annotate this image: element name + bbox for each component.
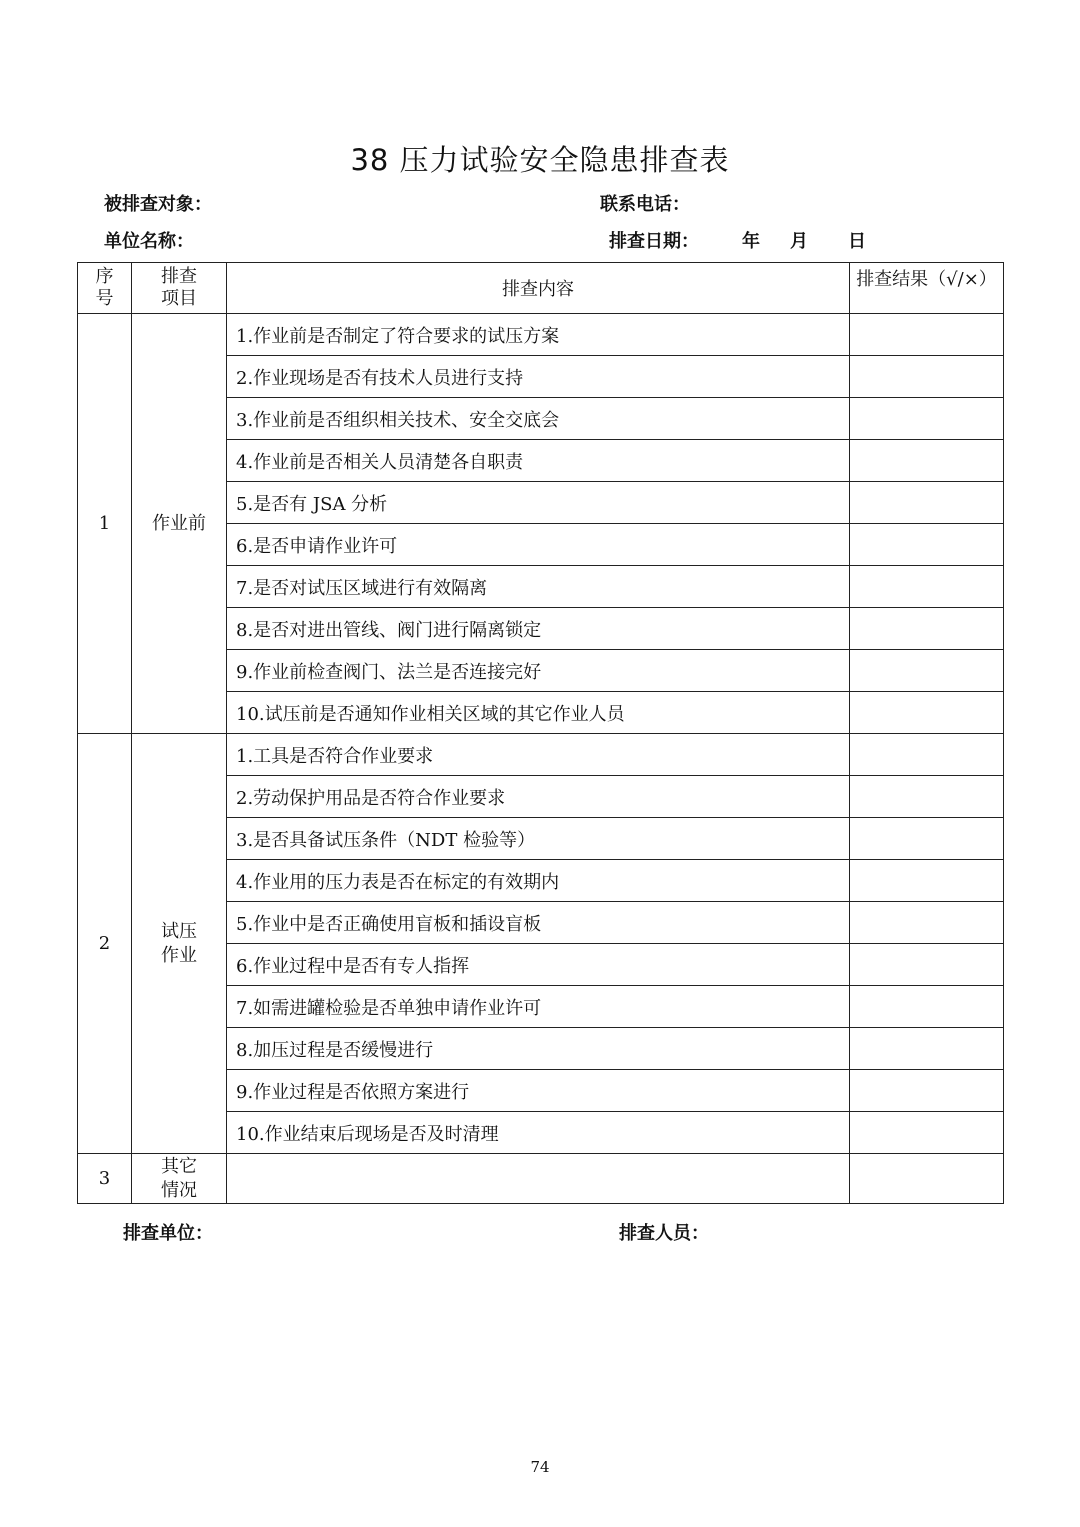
check-item: 3.作业前是否组织相关技术、安全交底会	[227, 398, 850, 440]
header-result: 排查结果（√/×）	[850, 263, 1004, 314]
header-no	[78, 263, 132, 314]
phone-label: 联系电话：	[600, 194, 690, 215]
result-cell[interactable]	[850, 1154, 1004, 1204]
date-label: 排查日期：	[609, 231, 699, 252]
header-content: 排查内容	[227, 263, 850, 314]
header-no-line1: 序	[95, 266, 114, 287]
section-project-line2: 情况	[161, 1179, 197, 1201]
date-month: 月	[790, 231, 808, 252]
section-project-line1: 作业前	[152, 512, 206, 534]
check-item: 8.是否对进出管线、阀门进行隔离锁定	[227, 608, 850, 650]
checklist-table	[77, 262, 1004, 1204]
check-item: 2.作业现场是否有技术人员进行支持	[227, 356, 850, 398]
result-cell[interactable]	[850, 1112, 1004, 1154]
date-year: 年	[742, 231, 760, 252]
result-cell[interactable]	[850, 734, 1004, 776]
section-project-line1: 其它	[161, 1155, 197, 1177]
check-item: 5.是否有 JSA 分析	[227, 482, 850, 524]
header-project-line1: 排查	[161, 266, 197, 287]
result-cell[interactable]	[850, 818, 1004, 860]
header-no-line2: 号	[95, 288, 114, 309]
table-row	[78, 1154, 1004, 1204]
result-cell[interactable]	[850, 398, 1004, 440]
section-project	[132, 314, 227, 734]
check-item: 9.作业前检查阀门、法兰是否连接完好	[227, 650, 850, 692]
section-project	[132, 734, 227, 1154]
check-item: 1.工具是否符合作业要求	[227, 734, 850, 776]
result-cell[interactable]	[850, 482, 1004, 524]
check-item: 9.作业过程是否依照方案进行	[227, 1070, 850, 1112]
check-item: 6.是否申请作业许可	[227, 524, 850, 566]
check-item: 10.作业结束后现场是否及时清理	[227, 1112, 850, 1154]
footer-unit-label: 排查单位：	[123, 1223, 213, 1244]
check-item	[227, 1154, 850, 1204]
check-item: 7.是否对试压区域进行有效隔离	[227, 566, 850, 608]
section-number: 3	[78, 1154, 132, 1204]
section-project-line1: 试压	[161, 920, 197, 942]
target-label: 被排查对象：	[104, 194, 212, 215]
check-item: 4.作业用的压力表是否在标定的有效期内	[227, 860, 850, 902]
result-cell[interactable]	[850, 608, 1004, 650]
result-cell[interactable]	[850, 692, 1004, 734]
result-cell[interactable]	[850, 1028, 1004, 1070]
section-project	[132, 1154, 227, 1204]
table-row	[78, 314, 1004, 356]
result-cell[interactable]	[850, 524, 1004, 566]
section-project-line2: 作业	[161, 944, 197, 966]
check-item: 3.是否具备试压条件（NDT 检验等）	[227, 818, 850, 860]
date-day: 日	[848, 231, 866, 252]
result-cell[interactable]	[850, 902, 1004, 944]
header-project	[132, 263, 227, 314]
result-cell[interactable]	[850, 986, 1004, 1028]
section-number: 2	[78, 734, 132, 1154]
check-item: 10.试压前是否通知作业相关区域的其它作业人员	[227, 692, 850, 734]
result-cell[interactable]	[850, 440, 1004, 482]
result-cell[interactable]	[850, 860, 1004, 902]
check-item: 1.作业前是否制定了符合要求的试压方案	[227, 314, 850, 356]
result-cell[interactable]	[850, 1070, 1004, 1112]
result-cell[interactable]	[850, 356, 1004, 398]
result-cell[interactable]	[850, 566, 1004, 608]
result-cell[interactable]	[850, 650, 1004, 692]
result-cell[interactable]	[850, 314, 1004, 356]
check-item: 7.如需进罐检验是否单独申请作业许可	[227, 986, 850, 1028]
page-title: 38 压力试验安全隐患排查表	[350, 143, 730, 177]
page-number: 74	[530, 1458, 550, 1476]
section-number: 1	[78, 314, 132, 734]
check-item: 5.作业中是否正确使用盲板和插设盲板	[227, 902, 850, 944]
check-item: 4.作业前是否相关人员清楚各自职责	[227, 440, 850, 482]
table-row	[78, 734, 1004, 776]
result-cell[interactable]	[850, 776, 1004, 818]
check-item: 2.劳动保护用品是否符合作业要求	[227, 776, 850, 818]
result-cell[interactable]	[850, 944, 1004, 986]
check-item: 6.作业过程中是否有专人指挥	[227, 944, 850, 986]
check-item: 8.加压过程是否缓慢进行	[227, 1028, 850, 1070]
header-project-line2: 项目	[161, 288, 197, 309]
header-row	[78, 263, 1004, 314]
footer-person-label: 排查人员：	[619, 1223, 709, 1244]
unit-label: 单位名称：	[104, 231, 194, 252]
